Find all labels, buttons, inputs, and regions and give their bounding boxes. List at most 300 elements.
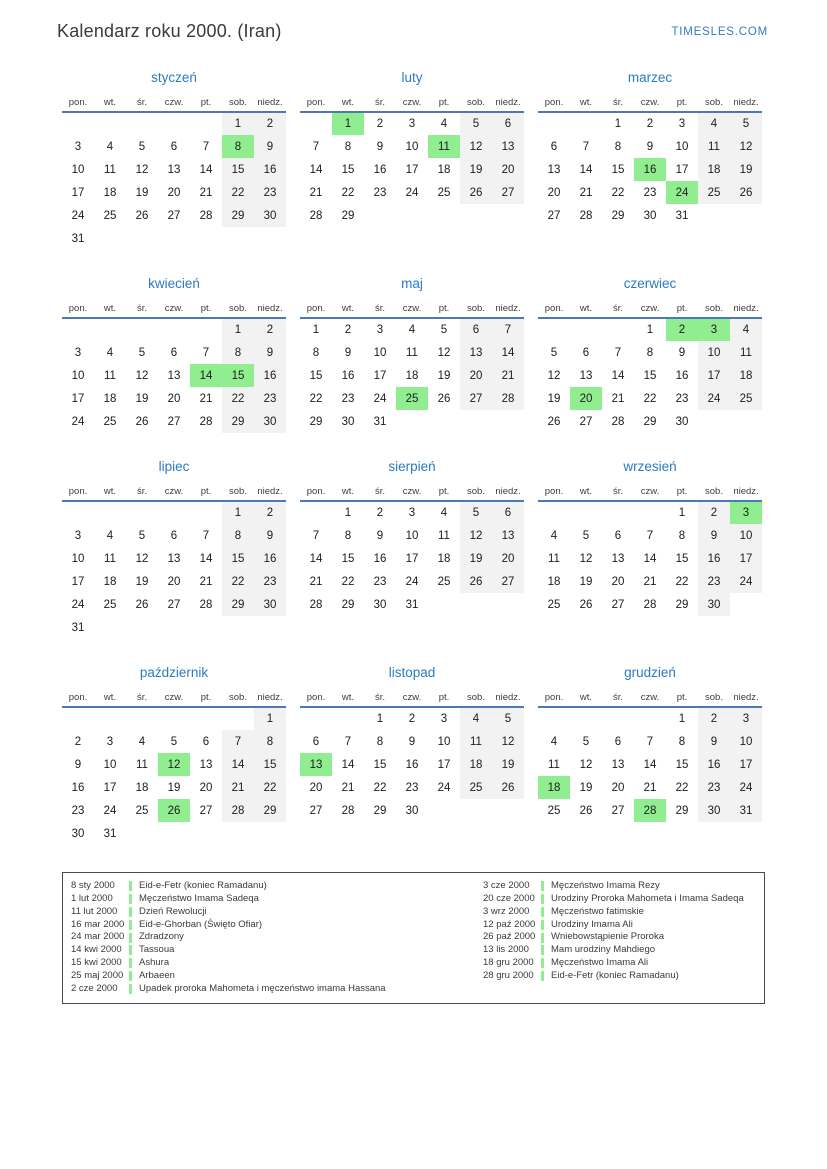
day-cell: 26 [460, 181, 492, 204]
day-cell: 15 [254, 753, 286, 776]
legend-item [483, 957, 756, 970]
day-cell: 4 [440, 507, 448, 519]
day-cell: 30 [405, 804, 419, 817]
empty-day-cell [126, 318, 158, 341]
empty-day-cell [730, 593, 762, 616]
day-cell: 14 [492, 341, 524, 364]
holiday-marker-icon [129, 984, 132, 994]
day-cell: 30 [341, 415, 355, 428]
month-title: czerwiec [623, 276, 677, 291]
day-cell: 14 [309, 163, 323, 176]
day-cell: 21 [579, 186, 593, 199]
day-cell: 19 [547, 392, 561, 405]
month-table [62, 96, 286, 250]
weekday-label: śr. [602, 485, 634, 501]
holiday-marker-icon [541, 907, 544, 917]
empty-day-cell [602, 501, 634, 524]
day-cell: 10 [437, 735, 451, 748]
empty-day-cell [190, 616, 222, 639]
day-cell: 25 [103, 598, 117, 611]
day-cell: 22 [373, 781, 387, 794]
day-cell: 6 [460, 318, 492, 341]
month-table [300, 691, 524, 822]
day-cell: 27 [611, 598, 625, 611]
weekday-label: śr. [364, 302, 396, 318]
holiday-day-cell: 14 [190, 364, 222, 387]
day-cell: 6 [550, 140, 558, 153]
day-cell: 27 [309, 804, 323, 817]
day-cell: 1 [376, 713, 384, 725]
day-cell: 24 [698, 387, 730, 410]
day-cell: 3 [106, 735, 114, 748]
day-cell: 15 [222, 158, 254, 181]
empty-day-cell [158, 112, 190, 135]
holiday-day-cell: 28 [634, 799, 666, 822]
month-10 [62, 665, 286, 845]
day-cell: 30 [698, 593, 730, 616]
day-cell: 3 [74, 140, 82, 153]
holiday-day-cell: 2 [666, 318, 698, 341]
weekday-label: sob. [698, 302, 730, 318]
empty-day-cell [492, 799, 524, 822]
day-cell: 22 [341, 186, 355, 199]
empty-day-cell [428, 593, 460, 616]
weekday-label: sob. [460, 302, 492, 318]
day-cell: 5 [550, 346, 558, 359]
day-cell: 15 [222, 547, 254, 570]
day-cell: 23 [698, 776, 730, 799]
day-cell: 1 [222, 112, 254, 135]
empty-day-cell [570, 501, 602, 524]
day-cell: 6 [170, 346, 178, 359]
day-cell: 9 [376, 140, 384, 153]
day-cell: 26 [579, 598, 593, 611]
legend-label: Męczeństwo Imama Rezy [551, 880, 660, 891]
legend-date: 3 cze 2000 [483, 880, 530, 891]
day-cell: 28 [643, 598, 657, 611]
day-cell: 24 [103, 804, 117, 817]
month-12 [538, 665, 762, 822]
empty-day-cell [602, 318, 634, 341]
day-cell: 29 [611, 209, 625, 222]
day-cell: 12 [135, 369, 149, 382]
day-cell: 7 [646, 529, 654, 542]
day-cell: 29 [373, 804, 387, 817]
day-cell: 27 [611, 804, 625, 817]
day-cell: 20 [460, 364, 492, 387]
day-cell: 6 [492, 501, 524, 524]
empty-day-cell [538, 707, 570, 730]
day-cell: 12 [492, 730, 524, 753]
day-cell: 8 [312, 346, 320, 359]
empty-day-cell [62, 501, 94, 524]
day-cell: 5 [582, 735, 590, 748]
day-cell: 1 [614, 118, 622, 130]
day-cell: 2 [254, 318, 286, 341]
day-cell: 16 [373, 163, 387, 176]
day-cell: 15 [341, 163, 355, 176]
day-cell: 30 [373, 598, 387, 611]
day-cell: 6 [582, 346, 590, 359]
day-cell: 28 [222, 799, 254, 822]
day-cell: 3 [74, 529, 82, 542]
legend-label: Eid-e-Fetr (koniec Ramadanu) [551, 969, 679, 981]
day-cell: 2 [254, 501, 286, 524]
weekday-label: pt. [190, 302, 222, 318]
empty-day-cell [492, 593, 524, 616]
day-cell: 2 [646, 118, 654, 130]
day-cell: 3 [678, 118, 686, 130]
day-cell: 19 [730, 158, 762, 181]
day-cell: 12 [579, 552, 593, 565]
day-cell: 8 [376, 735, 384, 748]
weekday-label: pon. [300, 96, 332, 112]
empty-day-cell [222, 227, 254, 250]
empty-day-cell [158, 227, 190, 250]
weekday-label: sob. [222, 691, 254, 707]
day-cell: 5 [170, 735, 178, 748]
day-cell: 13 [611, 758, 625, 771]
holiday-day-cell: 18 [538, 776, 570, 799]
day-cell: 11 [104, 552, 116, 565]
day-cell: 30 [71, 827, 85, 840]
month-title: styczeń [151, 70, 197, 85]
day-cell: 11 [136, 758, 148, 771]
day-cell: 20 [611, 781, 625, 794]
day-cell: 7 [222, 730, 254, 753]
day-cell: 29 [222, 204, 254, 227]
weekday-label: sob. [222, 302, 254, 318]
day-cell: 29 [222, 410, 254, 433]
legend-item [71, 906, 483, 919]
day-cell: 28 [199, 598, 213, 611]
day-cell: 5 [492, 707, 524, 730]
empty-day-cell [94, 616, 126, 639]
legend-label: Męczeństwo Imama Ali [551, 957, 649, 969]
day-cell: 10 [730, 730, 762, 753]
day-cell: 22 [254, 776, 286, 799]
day-cell: 3 [440, 713, 448, 725]
empty-day-cell [126, 112, 158, 135]
day-cell: 14 [643, 758, 657, 771]
legend-date: 15 kwi 2000 [71, 957, 122, 969]
day-cell: 9 [678, 346, 686, 359]
weekday-label: czw. [396, 691, 428, 707]
day-cell: 24 [71, 598, 85, 611]
empty-day-cell [428, 410, 460, 433]
holiday-day-cell: 16 [634, 158, 666, 181]
legend-item [71, 957, 483, 970]
day-cell: 10 [373, 346, 387, 359]
empty-day-cell [460, 204, 492, 227]
day-cell: 26 [579, 804, 593, 817]
legend-label: Zdradzony [139, 931, 184, 943]
month-title: październik [139, 665, 209, 680]
day-cell: 14 [222, 753, 254, 776]
day-cell: 10 [71, 552, 85, 565]
day-cell: 2 [376, 118, 384, 130]
weekday-label: sob. [460, 691, 492, 707]
day-cell: 5 [582, 529, 590, 542]
holiday-day-cell: 24 [666, 181, 698, 204]
day-cell: 31 [71, 232, 85, 245]
legend-label: Upadek proroka Mahometa i męczeństwo imama Hassana [139, 982, 386, 994]
legend-label: Wniebowstąpienie Proroka [551, 931, 665, 943]
day-cell: 6 [170, 529, 178, 542]
month-title: marzec [627, 70, 673, 85]
legend-date: 24 mar 2000 [71, 931, 125, 943]
empty-day-cell [158, 318, 190, 341]
day-cell: 16 [698, 547, 730, 570]
day-cell: 28 [341, 804, 355, 817]
day-cell: 17 [103, 781, 117, 794]
empty-day-cell [222, 822, 254, 845]
day-cell: 19 [167, 781, 181, 794]
day-cell: 9 [698, 730, 730, 753]
day-cell: 11 [438, 529, 450, 542]
weekday-label: wt. [570, 96, 602, 112]
day-cell: 23 [254, 570, 286, 593]
day-cell: 8 [344, 140, 352, 153]
day-cell: 7 [312, 140, 320, 153]
day-cell: 16 [254, 158, 286, 181]
legend-date: 20 cze 2000 [483, 892, 535, 904]
day-cell: 30 [643, 209, 657, 222]
day-cell: 26 [547, 415, 561, 428]
weekday-label: pt. [428, 691, 460, 707]
day-cell: 15 [373, 758, 387, 771]
day-cell: 23 [675, 392, 689, 405]
holiday-marker-icon [129, 958, 132, 968]
day-cell: 14 [611, 369, 625, 382]
empty-day-cell [538, 501, 570, 524]
day-cell: 12 [135, 163, 149, 176]
empty-day-cell [190, 112, 222, 135]
day-cell: 9 [376, 529, 384, 542]
day-cell: 1 [222, 501, 254, 524]
day-cell: 10 [675, 140, 689, 153]
legend-column-right [483, 880, 756, 996]
day-cell: 8 [646, 346, 654, 359]
weekday-label: pt. [428, 302, 460, 318]
weekday-label: wt. [332, 485, 364, 501]
day-cell: 21 [643, 575, 657, 588]
day-cell: 4 [550, 529, 558, 542]
day-cell: 26 [460, 570, 492, 593]
empty-day-cell [254, 822, 286, 845]
day-cell: 9 [254, 135, 286, 158]
day-cell: 3 [408, 118, 416, 130]
day-cell: 12 [460, 524, 492, 547]
day-cell: 22 [643, 392, 657, 405]
day-cell: 7 [202, 529, 210, 542]
legend-label: Urodziny Proroka Mahometa i Imama Sadeqa [551, 892, 744, 904]
weekday-label: czw. [396, 96, 428, 112]
weekday-label: śr. [364, 96, 396, 112]
month-9 [538, 459, 762, 616]
day-cell: 19 [579, 781, 593, 794]
day-cell: 27 [460, 387, 492, 410]
site-link[interactable]: TIMESLES.COM [671, 26, 768, 38]
day-cell: 27 [199, 804, 213, 817]
weekday-label: wt. [332, 96, 364, 112]
empty-day-cell [190, 227, 222, 250]
day-cell: 27 [167, 598, 181, 611]
day-cell: 8 [678, 529, 686, 542]
legend-item [71, 970, 483, 983]
day-cell: 8 [254, 730, 286, 753]
day-cell: 4 [408, 324, 416, 336]
day-cell: 4 [106, 529, 114, 542]
day-cell: 25 [547, 598, 561, 611]
day-cell: 10 [698, 341, 730, 364]
day-cell: 24 [405, 186, 419, 199]
weekday-label: pt. [190, 485, 222, 501]
empty-day-cell [254, 616, 286, 639]
empty-day-cell [126, 227, 158, 250]
day-cell: 22 [611, 186, 625, 199]
month-2 [300, 70, 524, 227]
legend-label: Eid-e-Ghorban (Święto Ofiar) [139, 918, 263, 930]
legend-date: 12 paź 2000 [483, 918, 536, 930]
weekday-label: czw. [396, 485, 428, 501]
day-cell: 2 [74, 735, 82, 748]
weekday-label: pt. [190, 691, 222, 707]
day-cell: 19 [460, 158, 492, 181]
empty-day-cell [492, 410, 524, 433]
month-8 [300, 459, 524, 616]
holiday-day-cell: 1 [332, 112, 364, 135]
weekday-label: pt. [428, 96, 460, 112]
day-cell: 17 [675, 163, 689, 176]
month-table [300, 96, 524, 227]
weekday-label: czw. [634, 96, 666, 112]
day-cell: 27 [167, 209, 181, 222]
weekday-label: wt. [94, 302, 126, 318]
weekday-label: wt. [570, 302, 602, 318]
day-cell: 13 [611, 552, 625, 565]
day-cell: 22 [222, 570, 254, 593]
day-cell: 21 [643, 781, 657, 794]
weekday-label: pt. [666, 302, 698, 318]
weekday-label: śr. [126, 691, 158, 707]
day-cell: 30 [675, 415, 689, 428]
empty-day-cell [300, 501, 332, 524]
weekday-label: niedz. [730, 485, 762, 501]
day-cell: 17 [71, 186, 85, 199]
day-cell: 23 [254, 181, 286, 204]
day-cell: 20 [199, 781, 213, 794]
day-cell: 17 [698, 364, 730, 387]
empty-day-cell [300, 707, 332, 730]
day-cell: 13 [460, 341, 492, 364]
day-cell: 25 [437, 575, 451, 588]
day-cell: 23 [373, 186, 387, 199]
day-cell: 6 [170, 140, 178, 153]
holiday-day-cell: 20 [570, 387, 602, 410]
day-cell: 4 [550, 735, 558, 748]
empty-day-cell [634, 707, 666, 730]
day-cell: 26 [437, 392, 451, 405]
day-cell: 11 [460, 730, 492, 753]
legend-item [483, 919, 756, 932]
day-cell: 10 [103, 758, 117, 771]
day-cell: 8 [614, 140, 622, 153]
day-cell: 28 [309, 209, 323, 222]
day-cell: 15 [675, 552, 689, 565]
holiday-marker-icon [129, 971, 132, 981]
weekday-label: pon. [62, 485, 94, 501]
day-cell: 16 [71, 781, 85, 794]
day-cell: 23 [373, 575, 387, 588]
month-title: grudzień [624, 665, 676, 680]
day-cell: 9 [408, 735, 416, 748]
weekday-label: pon. [62, 302, 94, 318]
day-cell: 1 [312, 324, 320, 336]
weekday-label: wt. [332, 302, 364, 318]
day-cell: 10 [71, 163, 85, 176]
day-cell: 28 [611, 415, 625, 428]
day-cell: 19 [437, 369, 451, 382]
day-cell: 7 [646, 735, 654, 748]
day-cell: 31 [675, 209, 689, 222]
day-cell: 11 [730, 341, 762, 364]
holiday-day-cell: 13 [300, 753, 332, 776]
day-cell: 29 [341, 209, 355, 222]
weekday-label: niedz. [254, 302, 286, 318]
day-cell: 13 [167, 163, 181, 176]
day-cell: 28 [199, 415, 213, 428]
weekday-label: śr. [364, 485, 396, 501]
month-table [538, 96, 762, 227]
day-cell: 8 [678, 735, 686, 748]
weekday-label: wt. [332, 691, 364, 707]
day-cell: 30 [254, 410, 286, 433]
empty-day-cell [602, 707, 634, 730]
day-cell: 24 [71, 415, 85, 428]
weekday-label: wt. [94, 691, 126, 707]
day-cell: 11 [406, 346, 418, 359]
day-cell: 28 [199, 209, 213, 222]
day-cell: 23 [405, 781, 419, 794]
day-cell: 22 [309, 392, 323, 405]
day-cell: 20 [167, 186, 181, 199]
day-cell: 22 [675, 781, 689, 794]
day-cell: 29 [675, 804, 689, 817]
day-cell: 11 [548, 758, 560, 771]
legend-label: Urodziny Imama Ali [551, 918, 633, 930]
legend-item [71, 944, 483, 957]
day-cell: 31 [71, 621, 85, 634]
weekday-label: niedz. [492, 485, 524, 501]
empty-day-cell [538, 112, 570, 135]
weekday-label: niedz. [730, 691, 762, 707]
day-cell: 26 [135, 209, 149, 222]
day-cell: 16 [675, 369, 689, 382]
weekday-label: sob. [222, 96, 254, 112]
day-cell: 31 [373, 415, 387, 428]
day-cell: 19 [135, 186, 149, 199]
day-cell: 19 [492, 753, 524, 776]
day-cell: 5 [440, 324, 448, 336]
day-cell: 23 [341, 392, 355, 405]
day-cell: 23 [643, 186, 657, 199]
day-cell: 30 [254, 593, 286, 616]
day-cell: 7 [492, 318, 524, 341]
day-cell: 3 [376, 324, 384, 336]
day-cell: 13 [547, 163, 561, 176]
weekday-label: pon. [538, 485, 570, 501]
